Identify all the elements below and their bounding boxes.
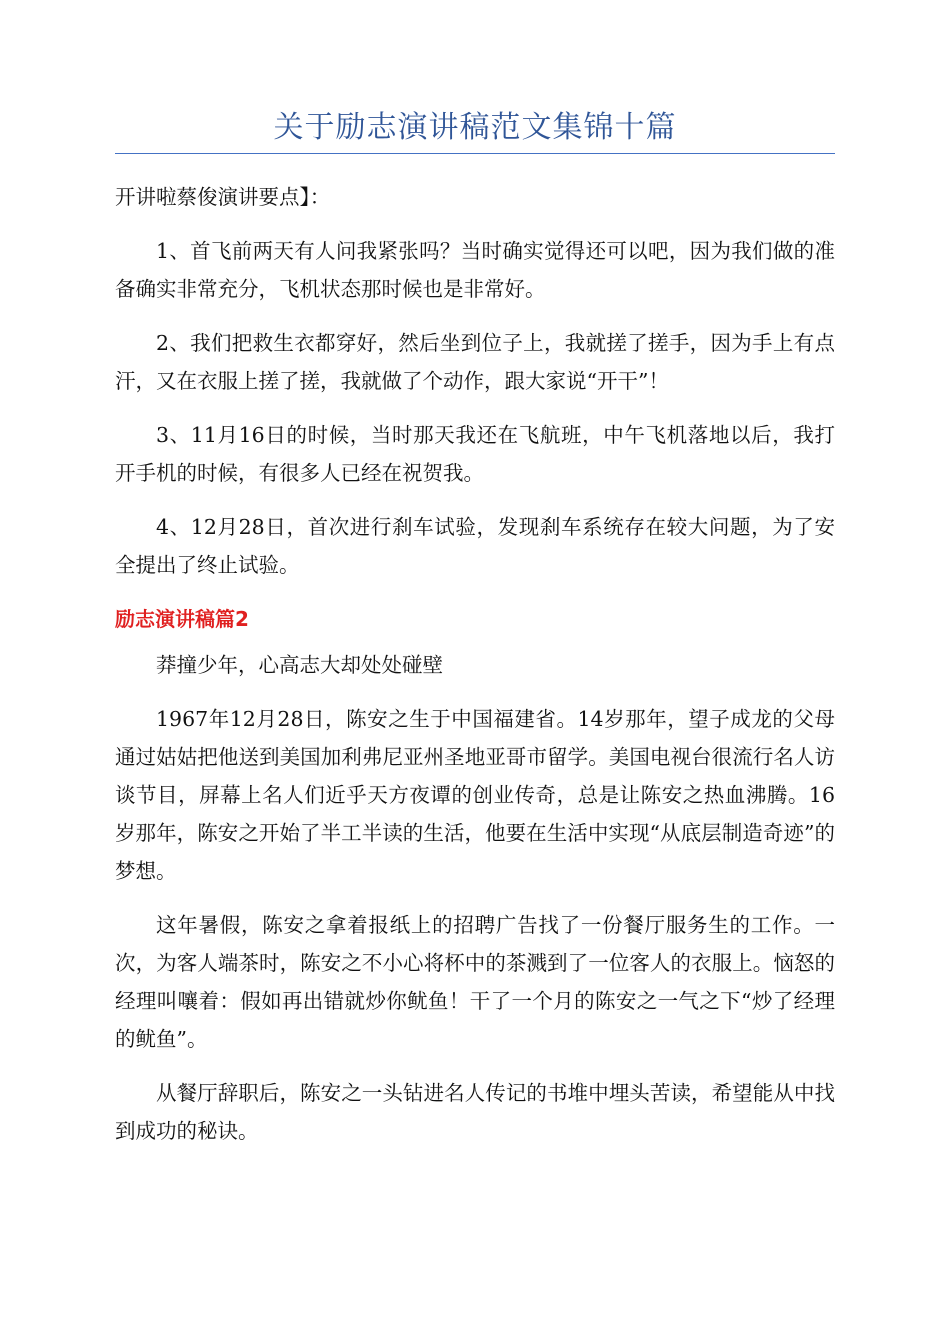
point-1: 1、首飞前两天有人问我紧张吗？当时确实觉得还可以吧，因为我们做的准备确实非常充分，飞机状态那时候也是非常好。 [115,239,835,301]
document-body [115,178,835,1166]
document-page [115,0,835,1344]
title-divider [115,153,835,154]
section-paragraph-3: 从餐厅辞职后，陈安之一头钻进名人传记的书堆中埋头苦读，希望能从中找到成功的秘诀。 [115,1081,835,1143]
point-2: 2、我们把救生衣都穿好，然后坐到位子上，我就搓了搓手，因为手上有点汗，又在衣服上搓了搓，我就做了个动作，跟大家说“开干”！ [115,331,835,393]
document-title: 关于励志演讲稿范文集锦十篇 [273,110,677,145]
section-heading: 励志演讲稿篇2 [115,607,249,631]
section-subtitle: 莽撞少年，心高志大却处处碰壁 [156,653,443,677]
intro-line: 开讲啦蔡俊演讲要点】： [115,185,331,209]
section-paragraph-1: 1967年12月28日，陈安之生于中国福建省。14岁那年，望子成龙的父母通过姑姑把他送到美国加利弗尼亚州圣地亚哥市留学。美国电视台很流行名人访谈节目，屏幕上名人们近乎天方夜谭的创业传奇，总是让陈安之热血沸腾。16岁那年，陈安之开始了半工半读的生活，他要在生活中实现“从底层制造奇迹”的梦想。 [115,707,835,883]
point-3: 3、11月16日的时候，当时那天我还在飞航班，中午飞机落地以后，我打开手机的时候，有很多人已经在祝贺我。 [115,423,835,485]
point-4: 4、12月28日，首次进行刹车试验，发现刹车系统存在较大问题，为了安全提出了终止试验。 [115,515,835,577]
section-paragraph-2: 这年暑假，陈安之拿着报纸上的招聘广告找了一份餐厅服务生的工作。一次，为客人端茶时，陈安之不小心将杯中的茶溅到了一位客人的衣服上。恼怒的经理叫嚷着：假如再出错就炒你鱿鱼！干了一个月的陈安之一气之下“炒了经理的鱿鱼”。 [115,913,835,1051]
